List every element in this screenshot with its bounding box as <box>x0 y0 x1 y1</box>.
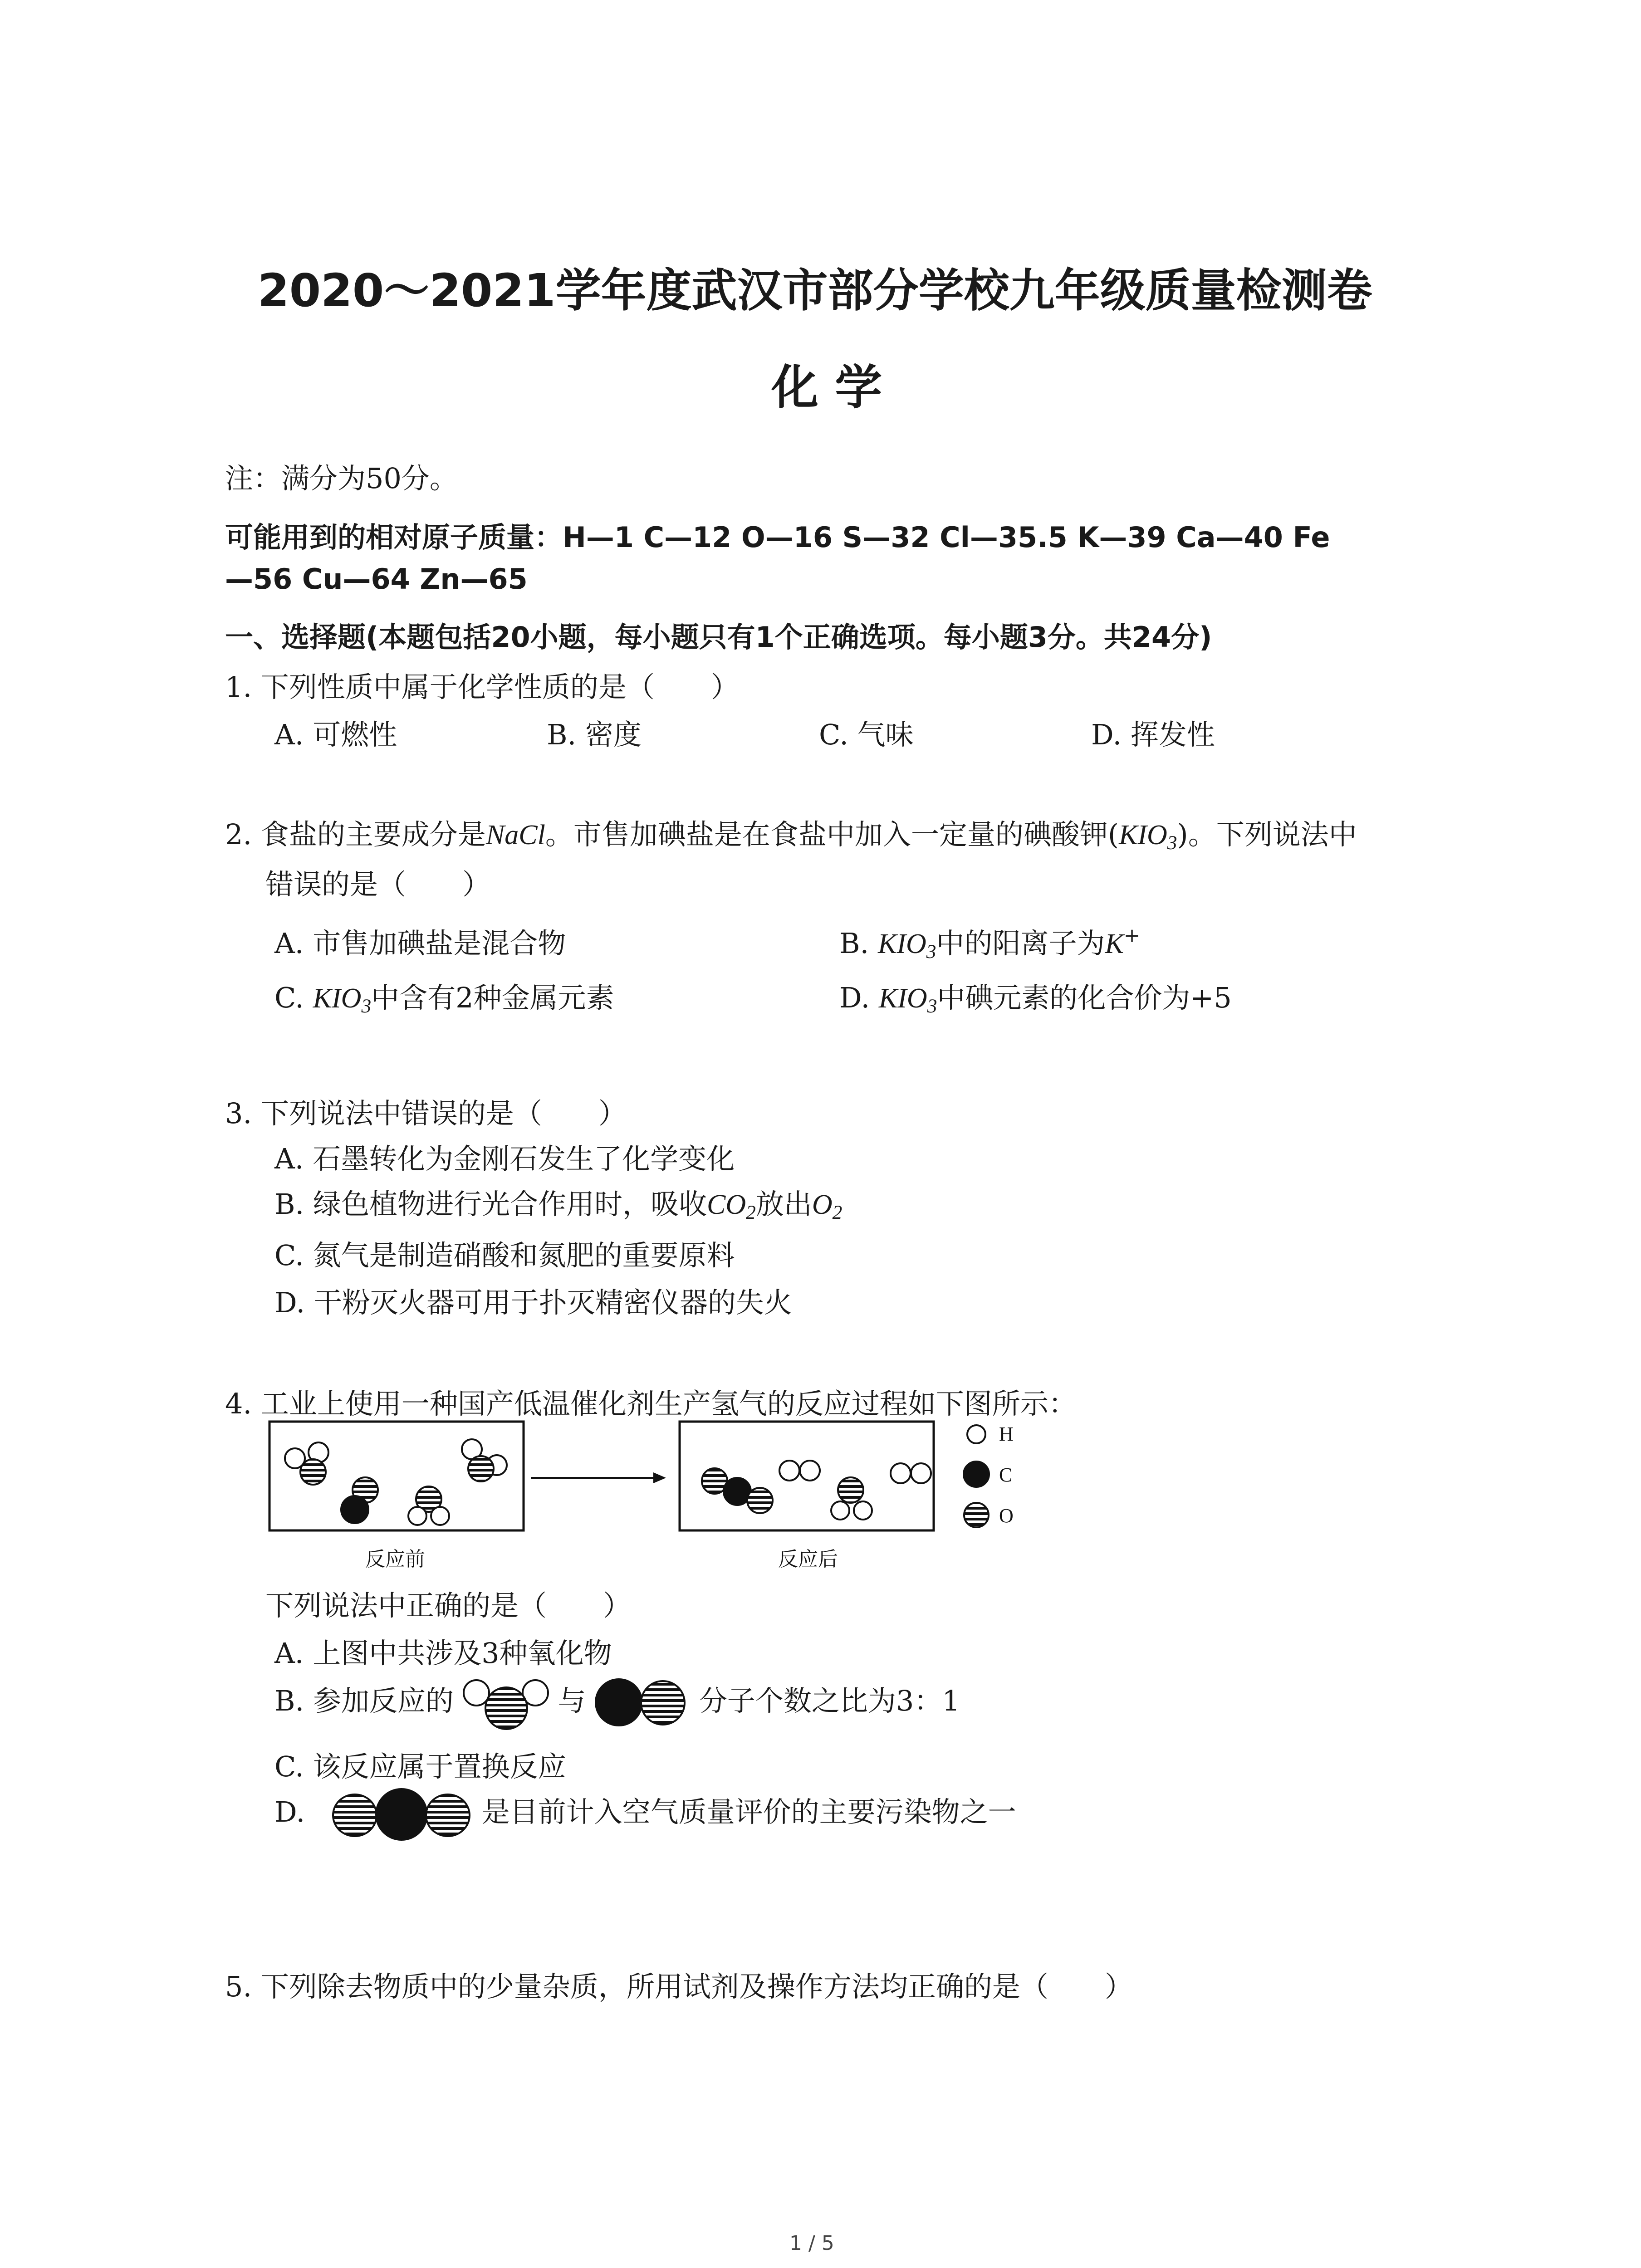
question-4-option-b: B. 参加反应的 与 分子个数之比为3：1 <box>274 1674 960 1733</box>
question-4-stem-line-2: 下列说法中正确的是（ ） <box>265 1589 632 1622</box>
question-2-stem-line-2: 错误的是（ ） <box>265 868 491 901</box>
question-1-option-c: C. 气味 <box>819 718 914 751</box>
label-before-reaction: 反应前 <box>365 1548 425 1569</box>
legend-h-icon <box>967 1425 985 1443</box>
carbon-dioxide-molecule-icon <box>332 1787 473 1842</box>
question-3-option-c: C. 氮气是制造硝酸和氮肥的重要原料 <box>274 1239 735 1272</box>
question-2-option-d: D. $KIO_3$中碘元素的化合价为+5 <box>839 981 1232 1017</box>
question-4-option-d: D. 是目前计入空气质量评价的主要污染物之一 <box>274 1787 1016 1842</box>
question-2-option-b: B. $KIO_3$中的阳离子为K+ <box>839 924 1141 963</box>
question-3-stem: 3. 下列说法中错误的是（ ） <box>225 1097 627 1130</box>
question-4-stem: 4. 工业上使用一种国产低温催化剂生产氢气的反应过程如下图所示： <box>225 1387 1077 1420</box>
legend-o-icon <box>964 1503 989 1527</box>
question-5-stem: 5. 下列除去物质中的少量杂质，所用试剂及操作方法均正确的是（ ） <box>225 1970 1133 2003</box>
legend-c-label: C <box>999 1464 1013 1486</box>
question-1-option-a: A. 可燃性 <box>274 718 397 751</box>
legend-o-label: O <box>999 1505 1014 1527</box>
question-1-stem: 1. 下列性质中属于化学性质的是（ ） <box>225 670 739 704</box>
carbon-monoxide-molecule-icon <box>595 1678 690 1728</box>
question-2-option-a: A. 市售加碘盐是混合物 <box>274 927 566 960</box>
atomic-masses-line-1: 可能用到的相对原子质量：H—1 C—12 O—16 S—32 Cl—35.5 K—39 Ca—40 Fe <box>225 521 1330 554</box>
question-1-option-b: B. 密度 <box>547 718 642 751</box>
question-2-stem: 2. 食盐的主要成分是NaCl。市售加碘盐是在食盐中加入一定量的碘酸钾$(KIO_3)$。下列说法中 <box>225 818 1357 854</box>
atomic-masses-line-2: —56 Cu—64 Zn—65 <box>225 562 528 596</box>
subject-title: 化 学 <box>771 360 882 415</box>
question-1-option-d: D. 挥发性 <box>1091 718 1215 751</box>
question-4-option-a: A. 上图中共涉及3种氧化物 <box>274 1637 612 1670</box>
score-note: 注：满分为50分。 <box>225 462 458 495</box>
label-after-reaction: 反应后 <box>778 1548 838 1569</box>
legend-c-icon <box>964 1461 989 1487</box>
question-3-option-d: D. 干粉灭火器可用于扑灭精密仪器的失火 <box>274 1286 792 1319</box>
exam-title: 2020～2021学年度武汉市部分学校九年级质量检测卷 <box>258 264 1372 317</box>
section-heading: 一、选择题(本题包括20小题，每小题只有1个正确选项。每小题3分。共24分) <box>225 621 1212 654</box>
question-2-option-c: C. $KIO_3$中含有2种金属元素 <box>274 981 614 1017</box>
question-3-option-b: B. 绿色植物进行光合作用时，吸收$CO_2$放出$O_2$ <box>274 1188 843 1223</box>
legend-h-label: H <box>999 1423 1014 1445</box>
water-molecule-icon <box>463 1674 549 1733</box>
reaction-diagram <box>268 1420 1039 1569</box>
question-4-option-c: C. 该反应属于置换反应 <box>274 1750 566 1783</box>
question-3-option-a: A. 石墨转化为金刚石发生了化学变化 <box>274 1142 735 1175</box>
legend <box>964 1425 989 1527</box>
page-number: 1 / 5 <box>789 2232 834 2255</box>
